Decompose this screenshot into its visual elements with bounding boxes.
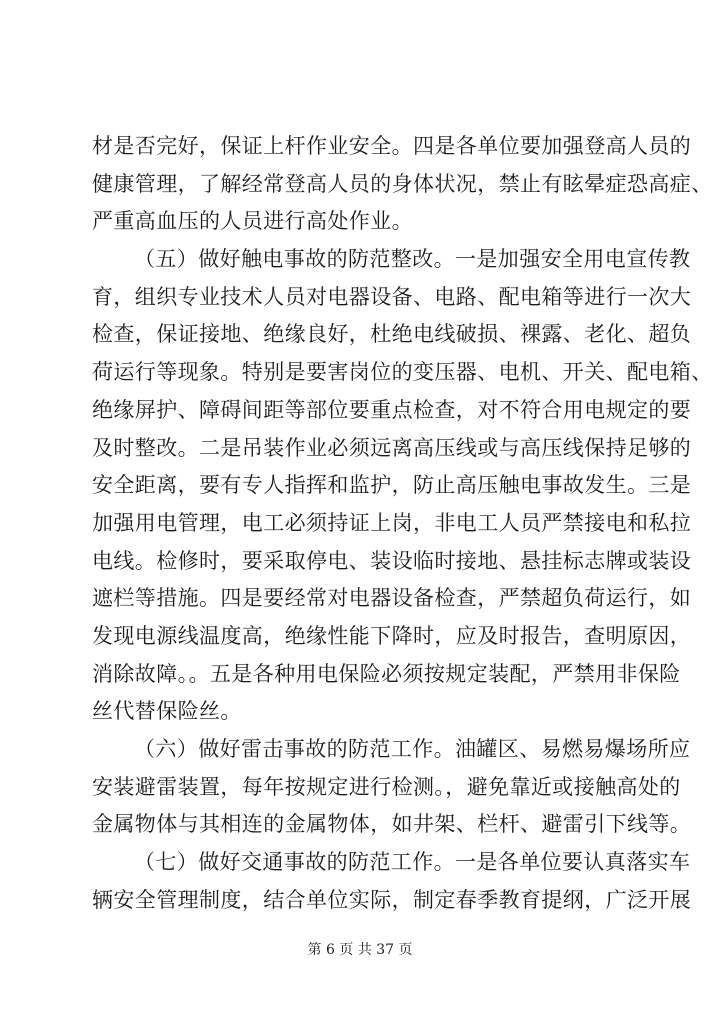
text-line: 绝缘屏护、障碍间距等部位要重点检查，对不符合用电规定的要 <box>92 397 692 422</box>
text-line: 消除故障。。五是各种用电保险必须按规定装配，严禁用非保险 <box>92 661 681 686</box>
text-line: 安装避雷装置，每年按规定进行检测。，避免靠近或接触高处的 <box>92 774 681 799</box>
text-line: （五）做好触电事故的防范整改。一是加强安全用电宣传教 <box>134 247 691 272</box>
text-line: 及时整改。二是吊装作业必须远离高压线或与高压线保持足够的 <box>92 435 692 460</box>
text-line: 安全距离，要有专人指挥和监护，防止高压触电事故发生。三是 <box>92 473 692 498</box>
text-line: （六）做好雷击事故的防范工作。油罐区、易燃易爆场所应 <box>134 737 691 761</box>
text-line: 材是否完好，保证上杆作业安全。四是各单位要加强登高人员的 <box>92 134 692 158</box>
text-line: 加强用电管理，电工必须持证上岗，非电工人员严禁接电和私拉 <box>92 510 692 535</box>
text-line: 严重高血压的人员进行高处作业。 <box>92 209 413 234</box>
text-line: 检查，保证接地、绝缘良好，杜绝电线破损、裸露、老化、超负 <box>92 322 692 347</box>
text-line: 电线。检修时，要采取停电、装设临时接地、悬挂标志牌或装设 <box>92 548 692 573</box>
text-line: （七）做好交通事故的防范工作。一是各单位要认真落实车 <box>134 850 691 875</box>
text-line: 丝代替保险丝。 <box>92 699 242 724</box>
text-line: 荷运行等现象。特别是要害岗位的变压器、电机、开关、配电箱、 <box>92 360 713 385</box>
text-line: 发现电源线温度高，绝缘性能下降时，应及时报告，查明原因， <box>92 623 692 648</box>
page-number-footer: 第 6 页 共 37 页 <box>307 942 413 958</box>
text-line: 育，组织专业技术人员对电器设备、电路、配电箱等进行一次大 <box>92 284 692 309</box>
text-line: 健康管理，了解经常登高人员的身体状况，禁止有眩晕症恐高症、 <box>92 171 713 196</box>
body-text <box>92 128 713 919</box>
text-line: 遮栏等措施。四是要经常对电器设备检查，严禁超负荷运行，如 <box>92 586 692 611</box>
text-line: 辆安全管理制度，结合单位实际，制定春季教育提纲，广泛开展 <box>92 887 692 912</box>
text-line: 金属物体与其相连的金属物体，如井架、栏杆、避雷引下线等。 <box>92 812 692 837</box>
